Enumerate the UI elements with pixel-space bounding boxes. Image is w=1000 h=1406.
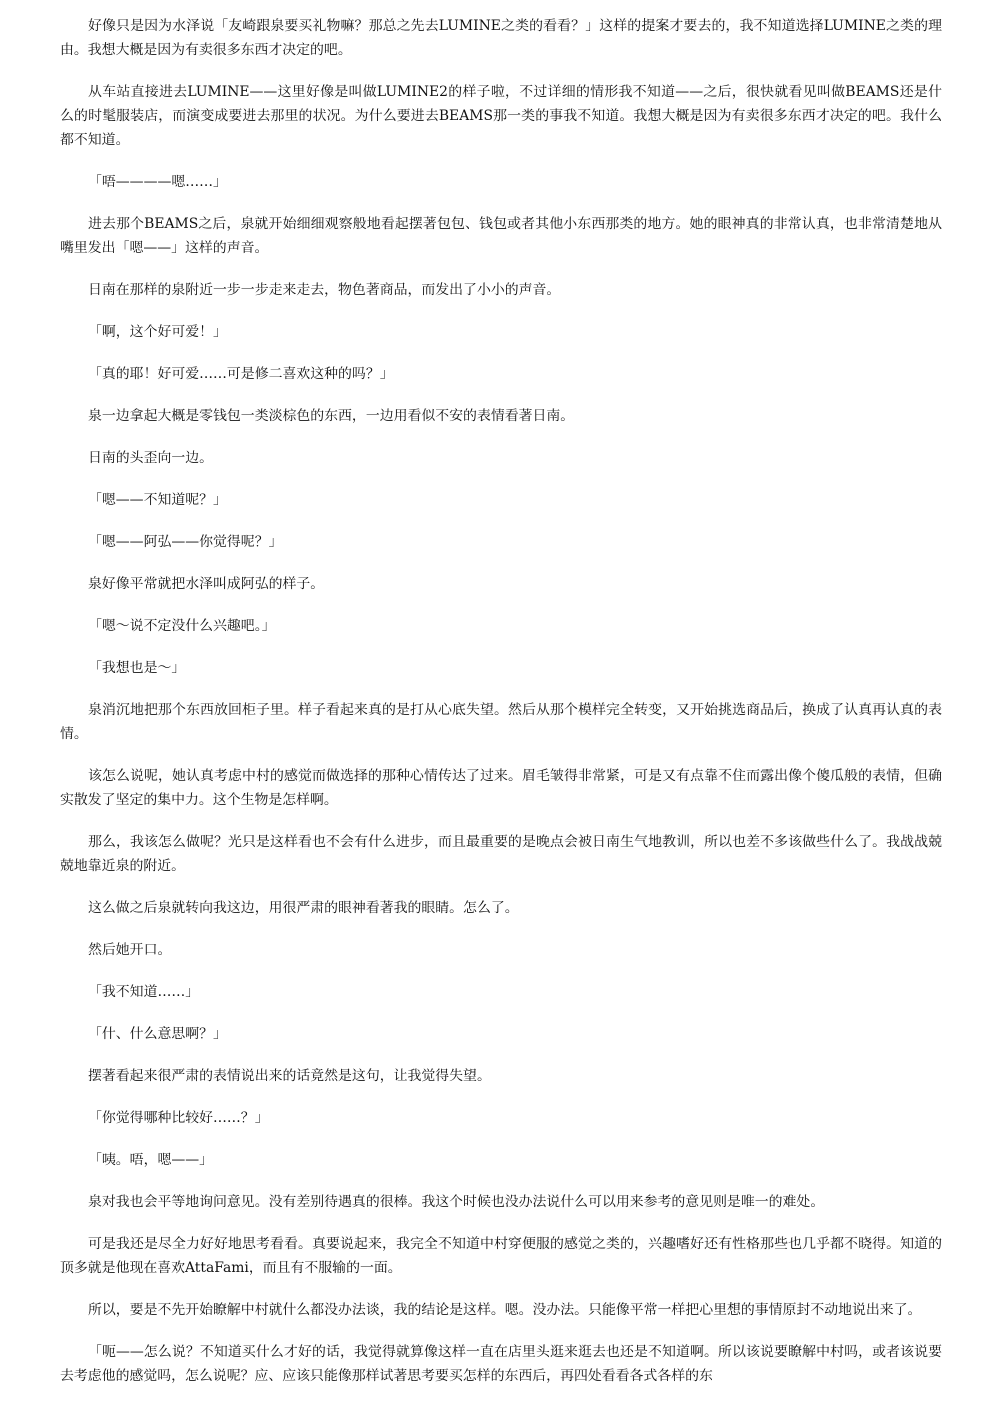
paragraph: 该怎么说呢，她认真考虑中村的感觉而做选择的那种心情传达了过来。眉毛皱得非常紧，可是又有点靠不住而露出像个傻瓜般的表情，但确实散发了坚定的集中力。这个生物是怎样啊。 [60, 768, 942, 808]
paragraph: 可是我还是尽全力好好地思考看看。真要说起来，我完全不知道中村穿便服的感觉之类的，兴趣嗜好还有性格那些也几乎都不晓得。知道的顶多就是他现在喜欢AttaFami，而且有不服输的一面。 [60, 1236, 942, 1276]
paragraph: 「嗯——不知道呢？」 [88, 492, 227, 508]
paragraph: 「唔————嗯……」 [88, 174, 227, 190]
paragraph: 「嗯～说不定没什么兴趣吧。」 [88, 618, 276, 634]
paragraph: 「咦。唔，嗯——」 [88, 1152, 214, 1168]
paragraph: 「我想也是～」 [88, 660, 186, 676]
paragraph: 进去那个BEAMS之后，泉就开始细细观察般地看起摆著包包、钱包或者其他小东西那类的地方。她的眼神真的非常认真，也非常清楚地从嘴里发出「嗯——」这样的声音。 [60, 216, 942, 256]
paragraph: 日南在那样的泉附近一步一步走来走去，物色著商品，而发出了小小的声音。 [88, 282, 561, 298]
paragraph: 好像只是因为水泽说「友崎跟泉要买礼物嘛？那总之先去LUMINE之类的看看？」这样的提案才要去的，我不知道选择LUMINE之类的理由。我想大概是因为有卖很多东西才决定的吧。 [60, 18, 942, 58]
paragraph: 这么做之后泉就转向我这边，用很严肃的眼神看著我的眼睛。怎么了。 [88, 900, 519, 916]
paragraph: 从车站直接进去LUMINE——这里好像是叫做LUMINE2的样子啦，不过详细的情形我不知道——之后，很快就看见叫做BEAMS还是什么的时髦服装店，而演变成要进去那里的状况。为什么要进去BEAMS那一类的事我不知道。我想大概是因为有卖很多东西才决定的吧。我什么都不知道。 [60, 84, 942, 148]
paragraph: 「啊，这个好可爱！」 [88, 324, 227, 340]
paragraph: 所以，要是不先开始瞭解中村就什么都没办法谈，我的结论是这样。嗯。没办法。只能像平常一样把心里想的事情原封不动地说出来了。 [88, 1302, 922, 1318]
paragraph: 泉对我也会平等地询问意见。没有差别待遇真的很棒。我这个时候也没办法说什么可以用来参考的意见则是唯一的难处。 [88, 1194, 825, 1210]
paragraph: 「我不知道……」 [88, 984, 200, 1000]
paragraph: 那么，我该怎么做呢？光只是这样看也不会有什么进步，而且最重要的是晚点会被日南生气地教训，所以也差不多该做些什么了。我战战兢兢地靠近泉的附近。 [60, 834, 942, 874]
paragraph: 「你觉得哪种比较好……？」 [88, 1110, 269, 1126]
paragraph: 泉消沉地把那个东西放回柜子里。样子看起来真的是打从心底失望。然后从那个模样完全转变，又开始挑选商品后，换成了认真再认真的表情。 [60, 702, 942, 742]
paragraph: 泉好像平常就把水泽叫成阿弘的样子。 [88, 576, 325, 592]
paragraph: 「嗯——阿弘——你觉得呢？」 [88, 534, 283, 550]
paragraph: 「真的耶！好可爱……可是修二喜欢这种的吗？」 [88, 366, 394, 382]
paragraph: 「呃——怎么说？不知道买什么才好的话，我觉得就算像这样一直在店里头逛来逛去也还是不知道啊。所以该说要瞭解中村吗，或者该说要去考虑他的感觉吗，怎么说呢？应、应该只能像那样试著思考要买怎样的东西后，再四处看看各式各样的东 [60, 1344, 942, 1384]
document-page [60, 14, 942, 1406]
paragraph: 摆著看起来很严肃的表情说出来的话竟然是这句，让我觉得失望。 [88, 1068, 491, 1084]
paragraph: 日南的头歪向一边。 [88, 450, 214, 466]
paragraph: 然后她开口。 [88, 942, 172, 958]
paragraph: 「什、什么意思啊？」 [88, 1026, 227, 1042]
paragraph: 泉一边拿起大概是零钱包一类淡棕色的东西，一边用看似不安的表情看著日南。 [88, 408, 575, 424]
